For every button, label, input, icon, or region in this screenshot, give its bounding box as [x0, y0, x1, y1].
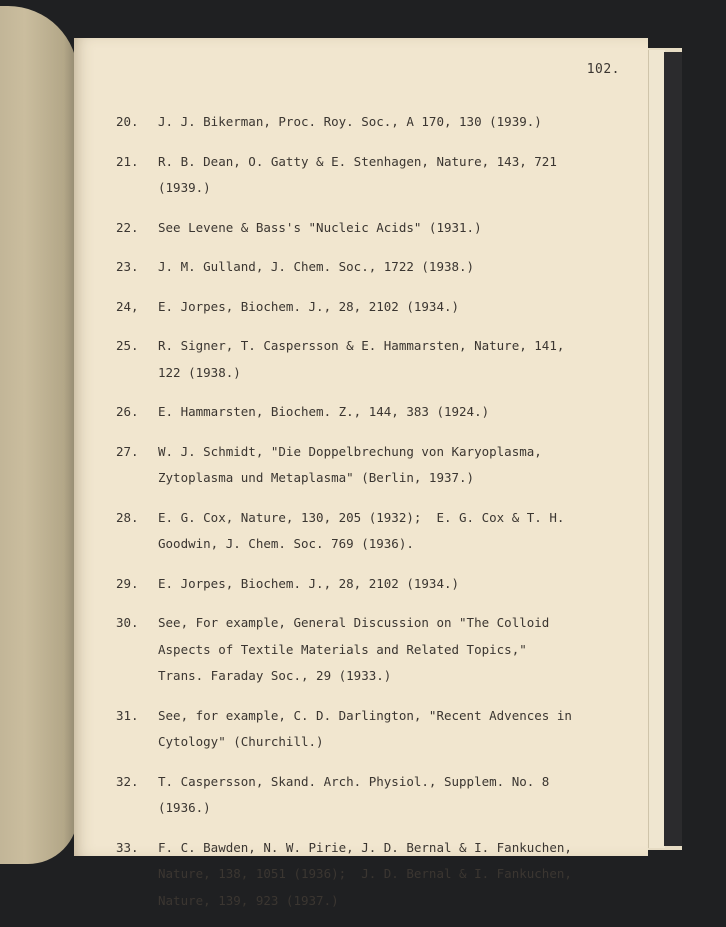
reference-item: [116, 109, 636, 136]
reference-number: 25.: [116, 338, 139, 353]
reference-number: 28.: [116, 509, 139, 525]
reference-number: 33.: [116, 839, 139, 855]
reference-line: E. Hammarsten, Biochem. Z., 144, 383 (1924.): [158, 404, 490, 419]
reference-text: [158, 215, 636, 242]
reference-item: [116, 505, 636, 558]
reference-number: 29.: [116, 575, 139, 591]
reference-item: [116, 571, 636, 598]
reference-line: T. Caspersson, Skand. Arch. Physiol., Supplem. No. 8: [158, 773, 550, 789]
reference-line: Nature, 138, 1051 (1936); J. D. Bernal & I. Fankuchen,: [158, 866, 572, 881]
reference-item: [116, 610, 636, 690]
document-page: [74, 38, 648, 908]
reference-line: J. M. Gulland, J. Chem. Soc., 1722 (1938.): [158, 259, 475, 274]
reference-line: Nature, 139, 923 (1937.): [158, 892, 339, 908]
reference-text: [158, 149, 636, 202]
reference-line: F. C. Bawden, N. W. Pirie, J. D. Bernal & I. Fankuchen,: [158, 839, 572, 855]
reference-line: (1936.): [158, 800, 211, 815]
reference-number: 26.: [116, 404, 139, 419]
reference-item: [116, 254, 636, 281]
reference-line: Goodwin, J. Chem. Soc. 769 (1936).: [158, 536, 414, 551]
reference-line: Cytology" (Churchill.): [158, 734, 324, 749]
reference-line: Aspects of Textile Materials and Related Topics,": [158, 641, 527, 657]
reference-number: 21.: [116, 153, 139, 169]
reference-text: [158, 610, 636, 690]
reference-number: 31.: [116, 707, 139, 723]
reference-text: [158, 294, 636, 321]
reference-text: [158, 399, 636, 426]
facing-page-text: [0, 96, 22, 717]
reference-text: [158, 703, 636, 756]
reference-line: E. G. Cox, Nature, 130, 205 (1932); E. G. Cox & T. H.: [158, 509, 565, 525]
reference-item: [116, 439, 636, 492]
reference-number: 22.: [116, 219, 139, 235]
reference-line: E. Jorpes, Biochem. J., 28, 2102 (1934.): [158, 298, 460, 314]
reference-line: (1939.): [158, 180, 211, 195]
reference-item: [116, 149, 636, 202]
reference-item: [116, 294, 636, 321]
facing-page: [0, 6, 78, 864]
page-edge-light: [648, 50, 665, 848]
reference-line: See Levene & Bass's "Nucleic Acids" (1931.): [158, 219, 482, 235]
reference-text: [158, 835, 636, 915]
reference-text: [158, 254, 636, 281]
reference-item: [116, 835, 636, 915]
reference-line: 122 (1938.): [158, 364, 241, 380]
reference-line: J. J. Bikerman, Proc. Roy. Soc., A 170, 130 (1939.): [158, 114, 542, 129]
book-cover-edge: [664, 52, 682, 846]
reference-number: 30.: [116, 615, 139, 630]
page-number: 102.: [586, 62, 620, 77]
reference-line: R. B. Dean, O. Gatty & E. Stenhagen, Nature, 143, 721: [158, 153, 557, 169]
reference-line: W. J. Schmidt, "Die Doppelbrechung von Karyoplasma,: [158, 443, 542, 459]
reference-item: [116, 399, 636, 426]
reference-text: [158, 571, 636, 598]
reference-line: See, For example, General Discussion on "The Colloid: [158, 615, 550, 630]
reference-item: [116, 215, 636, 242]
reference-number: 20.: [116, 114, 139, 129]
reference-item: [116, 333, 636, 386]
reference-text: [158, 769, 636, 822]
reference-line: R. Signer, T. Caspersson & E. Hammarsten, Nature, 141,: [158, 338, 565, 353]
reference-text: [158, 505, 636, 558]
reference-line: E. Jorpes, Biochem. J., 28, 2102 (1934.): [158, 575, 460, 591]
reference-item: [116, 703, 636, 756]
reference-line: Trans. Faraday Soc., 29 (1933.): [158, 668, 392, 683]
reference-line: Zytoplasma und Metaplasma" (Berlin, 1937.): [158, 470, 475, 485]
reference-text: [158, 109, 636, 136]
reference-text: [158, 439, 636, 492]
reference-line: See, for example, C. D. Darlington, "Recent Advences in: [158, 707, 572, 723]
reference-number: 27.: [116, 443, 139, 459]
reference-number: 24,: [116, 298, 139, 314]
reference-list: [116, 109, 636, 927]
reference-number: 32.: [116, 773, 139, 789]
reference-text: [158, 333, 636, 386]
reference-number: 23.: [116, 259, 139, 274]
reference-item: [116, 769, 636, 822]
